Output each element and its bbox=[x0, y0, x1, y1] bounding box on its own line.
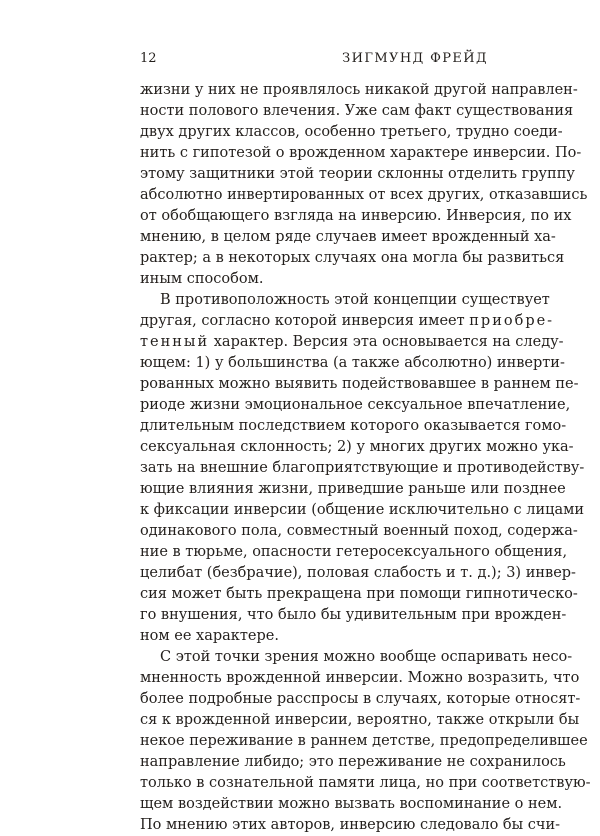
page-number: 12 bbox=[140, 51, 157, 66]
text-line bbox=[140, 731, 588, 752]
text-run: характер. Версия эта основывается на следу- bbox=[209, 334, 564, 350]
text-run: направление либидо; это переживание не сохранилось bbox=[140, 754, 566, 770]
text-run: ющем: 1) у большинства (а также абсолютно) инверти- bbox=[140, 355, 565, 371]
text-run: одинакового пола, совместный военный поход, содержа- bbox=[140, 523, 578, 539]
text-line bbox=[140, 542, 568, 563]
text-run: ся к врожденной инверсии, вероятно, также открыли бы bbox=[140, 712, 580, 728]
running-header bbox=[140, 51, 488, 67]
text-run: С этой точки зрения можно вообще оспаривать несо- bbox=[160, 649, 573, 665]
emphasized-text: приобре- bbox=[469, 313, 555, 329]
text-line bbox=[140, 605, 567, 626]
text-line bbox=[140, 647, 573, 668]
text-run: ние в тюрьме, опасности гетеросексуального общения, bbox=[140, 544, 568, 560]
text-run: этому защитники этой теории склонны отделить группу bbox=[140, 166, 575, 182]
text-run: более подробные расспросы в случаях, которые относят- bbox=[140, 691, 581, 707]
text-line bbox=[140, 269, 488, 290]
text-line bbox=[140, 710, 580, 731]
text-line bbox=[140, 290, 550, 311]
text-line bbox=[140, 353, 565, 374]
emphasized-text: тенный bbox=[140, 334, 210, 350]
text-run: сексуальная склонность; 2) у многих других можно ука- bbox=[140, 439, 574, 455]
text-run: ном ее характере. bbox=[140, 628, 279, 644]
text-run: ющие влияния жизни, приведшие раньше или позднее bbox=[140, 481, 566, 497]
text-run: По мнению этих авторов, инверсию следовало бы счи- bbox=[140, 817, 561, 833]
text-run: рактер; а в некоторых случаях она могла бы развиться bbox=[140, 250, 565, 266]
text-run: ности полового влечения. Уже сам факт существования bbox=[140, 103, 574, 119]
text-line bbox=[140, 248, 565, 269]
text-run: целибат (безбрачие), половая слабость и т. д.); 3) инвер- bbox=[140, 565, 576, 581]
text-line bbox=[140, 668, 580, 689]
text-run: иным способом. bbox=[140, 271, 264, 287]
text-run: сия может быть прекращена при помощи гипнотическо- bbox=[140, 586, 578, 602]
text-run: длительным последствием которого оказывается гомо- bbox=[140, 418, 567, 434]
text-run: мненность врожденной инверсии. Можно возразить, что bbox=[140, 670, 580, 686]
text-line bbox=[140, 563, 576, 584]
text-run: риоде жизни эмоциональное сексуальное впечатление, bbox=[140, 397, 571, 413]
text-line bbox=[140, 80, 578, 101]
text-run: от обобщающего взгляда на инверсию. Инверсия, по их bbox=[140, 208, 572, 224]
running-title: ЗИГМУНД ФРЕЙД bbox=[342, 51, 488, 66]
text-run: го внушения, что было бы удивительным при врожден- bbox=[140, 607, 567, 623]
text-run: В противоположность этой концепции существует bbox=[160, 292, 550, 308]
text-run: нить с гипотезой о врожденном характере инверсии. По- bbox=[140, 145, 582, 161]
text-line bbox=[140, 101, 574, 122]
text-run: абсолютно инвертированных от всех других, отказавшись bbox=[140, 187, 588, 203]
body-text bbox=[140, 80, 591, 836]
text-line bbox=[140, 815, 561, 836]
text-run: другая, согласно которой инверсия имеет bbox=[140, 313, 470, 329]
text-line bbox=[140, 752, 566, 773]
text-line bbox=[140, 626, 488, 647]
text-line bbox=[140, 332, 564, 353]
text-line bbox=[140, 437, 574, 458]
text-line bbox=[140, 143, 582, 164]
text-line bbox=[140, 689, 581, 710]
text-run: к фиксации инверсии (общение исключительно с лицами bbox=[140, 502, 585, 518]
text-line bbox=[140, 227, 556, 248]
text-run: рованных можно выявить подействовавшее в раннем пе- bbox=[140, 376, 579, 392]
text-run: зать на внешние благоприятствующие и противодейству- bbox=[140, 460, 585, 476]
text-line bbox=[140, 521, 578, 542]
text-run: только в сознательной памяти лица, но при соответствую- bbox=[140, 775, 591, 791]
text-line bbox=[140, 584, 578, 605]
text-line bbox=[140, 500, 585, 521]
text-line bbox=[140, 395, 571, 416]
text-run: жизни у них не проявлялось никакой другой направлен- bbox=[140, 82, 578, 98]
text-line bbox=[140, 185, 588, 206]
text-run: некое переживание в раннем детстве, предопределившее bbox=[140, 733, 588, 749]
text-line bbox=[140, 164, 575, 185]
text-run: мнению, в целом ряде случаев имеет врожденный ха- bbox=[140, 229, 556, 245]
text-line bbox=[140, 458, 585, 479]
text-line bbox=[140, 773, 591, 794]
text-line bbox=[140, 794, 563, 815]
text-line bbox=[140, 122, 563, 143]
text-line bbox=[140, 416, 567, 437]
text-run: двух других классов, особенно третьего, трудно соеди- bbox=[140, 124, 563, 140]
text-line bbox=[140, 479, 566, 500]
text-run: щем воздействии можно вызвать воспоминание о нем. bbox=[140, 796, 563, 812]
text-line bbox=[140, 311, 555, 332]
text-line bbox=[140, 206, 572, 227]
text-line bbox=[140, 374, 579, 395]
